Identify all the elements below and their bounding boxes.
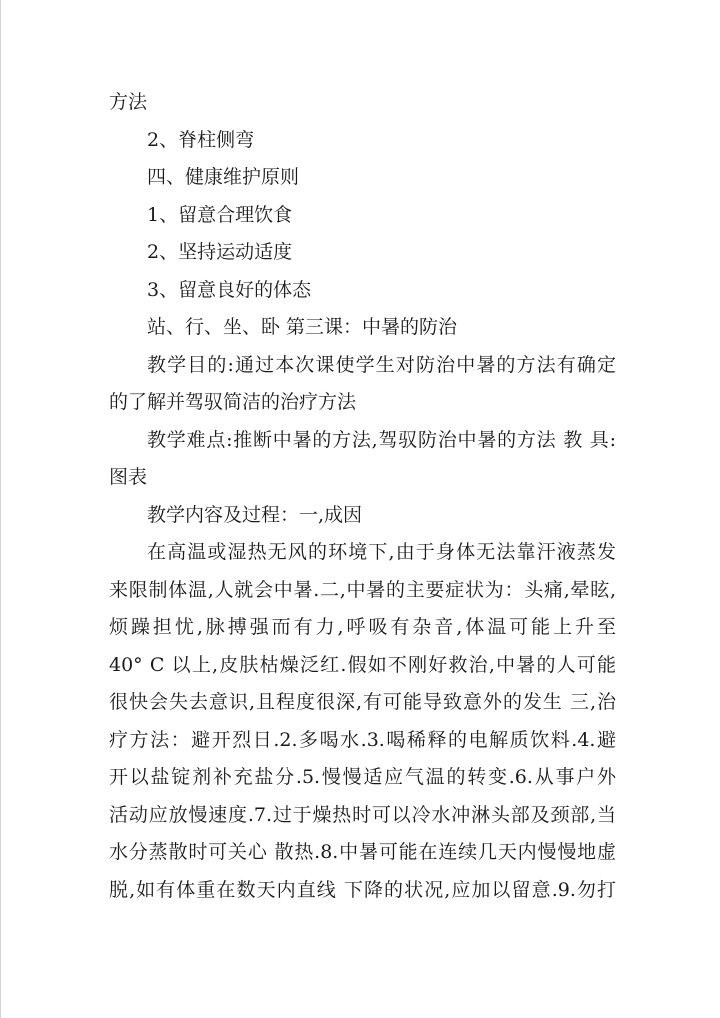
text-line: 2、脊柱侧弯 [147, 128, 255, 151]
paragraph-line: 40° C 以上,皮肤枯燥泛红.假如不刚好救治,中暑的人可能 [109, 653, 616, 676]
paragraph-line: 在高温或湿热无风的环境下,由于身体无法靠汗液蒸发 [147, 541, 616, 563]
list-item: 1、留意合理饮食 [147, 203, 293, 226]
text-line: 方法 [109, 91, 148, 113]
paragraph-line: 烦躁担忧,脉搏强而有力,呼吸有杂音,体温可能上升至 [109, 616, 616, 638]
paragraph-line: 水分蒸散时可关心 散热.8.中暑可能在连续几天内慢慢地虚 [109, 841, 616, 863]
section-heading: 四、健康维护原则 [147, 166, 300, 188]
list-item: 3、留意良好的体态 [147, 278, 312, 301]
paragraph-line: 开以盐锭剂补充盐分.5.慢慢适应气温的转变.6.从事户外 [109, 766, 616, 788]
list-item: 2、坚持运动适度 [147, 241, 293, 263]
paragraph-line: 来限制体温,人就会中暑.二,中暑的主要症状为：头痛,晕眩, [109, 578, 616, 601]
teaching-content-heading: 教学内容及过程：一,成因 [147, 503, 363, 526]
paragraph-line: 疗方法：避开烈日.2.多喝水.3.喝稀释的电解质饮料.4.避 [109, 728, 616, 751]
teaching-difficulty-line: 图表 [109, 466, 148, 488]
paragraph-line: 很快会失去意识,且程度很深,有可能导致意外的发生 三,治 [109, 691, 616, 713]
teaching-objective-line: 教学目的:通过本次课使学生对防治中暑的方法有确定 [147, 353, 616, 376]
paragraph-line: 脱,如有体重在数天内直线 下降的状况,应加以留意.9.勿打 [109, 878, 616, 901]
teaching-difficulty-line: 教学难点:推断中暑的方法,驾驭防治中暑的方法 教 具: [147, 428, 616, 451]
document-body [109, 84, 616, 909]
teaching-objective-line: 的了解并驾驭简洁的治疗方法 [109, 391, 357, 413]
lesson-title-line: 站、行、坐、卧 第三课：中暑的防治 [147, 316, 458, 338]
paragraph-line: 活动应放慢速度.7.过于燥热时可以冷水冲淋头部及颈部,当 [109, 803, 616, 826]
